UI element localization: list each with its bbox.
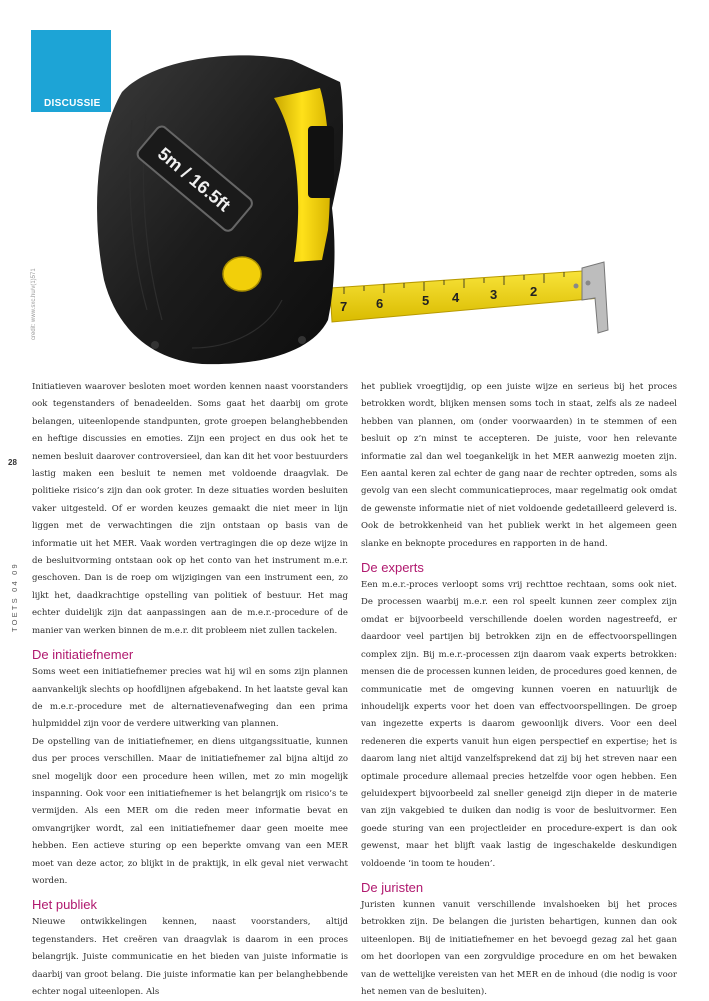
section-heading: De experts <box>361 560 424 576</box>
page-number: 28 <box>8 458 17 467</box>
paragraph: De opstelling van de initiatiefnemer, en diens uitgangssituatie, kunnen dus per proces verschillen. Maar de initiatiefnemer zal bijna altijd zo snel mogelijk door een procedure heen willen, met zo min mogelijk inspanning. Ook voor een initiatiefnemer is het belangrijk om risico’s te vermijden. Als een MER om die reden meer informatie bevat en omvangrijker wordt, zal een initiatiefnemer daar geen moeite mee hebben. Een actieve sturing op een beperkte omvang van een MER moet van deze actor, zo blijkt in de praktijk, in elk geval niet verwacht worden. <box>32 736 348 886</box>
paragraph: Nieuwe ontwikkelingen kennen, naast voorstanders, altijd tegenstanders. Het creëren van draagvlak is daarom in een proces belangrijk. Juiste communicatie en het bieden van juiste informatie is daarbij van groot belang. Die juiste informatie kan per belanghebbende echter nogal uiteenlopen. Als <box>32 917 348 997</box>
tape-measure-photo <box>82 30 622 375</box>
left-column <box>32 379 348 1001</box>
section-heading: De juristen <box>361 879 424 895</box>
paragraph: Initiatieven waarover besloten moet worden kennen naast voorstanders ook tegenstanders of benadeelden. Soms gaat het daarbij om grote belangen, uiteenlopende standpunten, grote groepen belanghebbenden en heftige discussies en emoties. Zijn een project en dus ook het te nemen besluit daarover controversieel, dan kan dit het voor bestuurders lastig maken een besluit te nemen met voldoende draagvlak. De politieke risico’s zijn dan ook groter. In deze situaties worden besluiten vaker uitgesteld. Of er worden keuzes gemaakt die niet meer in lijn liggen met de verwachtingen die zijn ontstaan op basis van de informatie uit het MER. Vaak worden vertragingen die op deze wijze in de besluitvorming ontstaan ook op het conto van het instrument m.e.r. geschoven. Dan is de roep om wijzigingen van een instrument een, zo lijkt het, daadkrachtige opstelling van politiek of bestuur. Het mag echter duidelijk zijn dat aanpassingen aan de m.e.r.-procedure of de manier van werken binnen de m.e.r. dit probleem niet zullen tackelen. <box>32 382 348 636</box>
photo-credit: credit: www.sxc.hu/v(1)571 <box>31 268 37 340</box>
tape-number: 4 <box>452 290 460 305</box>
magazine-issue: TOETS 04 09 <box>10 562 19 632</box>
paragraph: het publiek vroegtijdig, op een juiste wijze en serieus bij het proces betrokken wordt, blijken mensen soms toch in staat, zelfs als ze nadeel hebben van plannen, om (onder voorwaarden) in te stemmen of een besluit op z’n minst te accepteren. De juiste, voor hen relevante informatie zal dan wel toegankelijk in het MER aanwezig moeten zijn. Een aantal keren zal echter de gang naar de rechter optreden, soms als gevolg van een slecht communicatieproces, maar regelmatig ook omdat de gewenste informatie niet of niet voldoende gedetailleerd geleverd is. Ook de betrokkenheid van het publiek werkt in het algemeen geen slanke en beknopte procedures en rapporten in de hand. <box>361 382 677 549</box>
tape-number: 6 <box>376 296 384 311</box>
tape-blade <box>330 270 600 322</box>
section-heading: De initiatiefnemer <box>32 647 134 663</box>
section-heading: Het publiek <box>32 897 98 913</box>
paragraph: Juristen kunnen vanuit verschillende invalshoeken bij het proces betrokken zijn. De belangen die juristen behartigen, kunnen dan ook uiteenlopen. Bij de initiatiefnemer en het bevoegd gezag zal het gaan om het doorlopen van een zorgvuldige procedure en om het bewaken van de wettelijke vereisten van het MER en de inhoud (die nodig is voor het nemen van de besluiten). <box>361 899 677 997</box>
tape-number: 7 <box>340 299 348 314</box>
section-label: DISCUSSIE <box>44 98 101 109</box>
tape-number: 5 <box>422 293 430 308</box>
tape-number: 2 <box>530 284 538 299</box>
tape-label-text: 5m / 16.5ft <box>153 143 235 216</box>
paragraph: Soms weet een initiatiefnemer precies wat hij wil en soms zijn plannen aanvankelijk slechts op hoofdlijnen afgebakend. In het laatste geval kan de m.e.r.-procedure met de alternatievenafweging dan een prima hulpmiddel zijn voor de verdere uitwerking van plannen. <box>32 667 348 730</box>
tape-lock-button <box>223 257 261 291</box>
right-column <box>361 379 677 1001</box>
paragraph: Een m.e.r.-proces verloopt soms vrij rechttoe rechtaan, soms ook niet. De processen waarbij m.e.r. een rol speelt kunnen zeer complex zijn omdat er bijvoorbeeld verschillende doelen worden nagestreefd, er daardoor veel partijen bij betrokken zijn en de effectvoorspellingen complex zijn. Bij m.e.r.-processen zijn daarom vaak experts betrokken: mensen die de processen kunnen leiden, de procedures goed kennen, de communicatie met de omgeving kunnen voeren en natuurlijk de inhoudelijk experts voor het doen van effectvoorspellingen. De groep van ingezette experts is daarom gewoonlijk divers. Voor een deel redeneren die experts vanuit hun eigen perspectief en expertise; het is daarom lang niet altijd vanzelfsprekend dat zij bij het streven naar een optimale procedure allemaal precies hetzelfde voor ogen hebben. Een geluidexpert bijvoorbeeld zal sneller geneigd zijn dieper in de materie van zijn vakgebied te duiken dan nodig is voor de besluitvormer. Een goede sturing van een projectleider en procedure-expert is dan ook gewenst, maar het blijft vaak lastig de ingeschakelde deskundigen voldoende ‘in toom te houden’. <box>361 580 677 869</box>
tape-belt-clip <box>308 126 334 198</box>
tape-number: 3 <box>490 287 498 302</box>
tape-end-hook <box>582 262 608 333</box>
